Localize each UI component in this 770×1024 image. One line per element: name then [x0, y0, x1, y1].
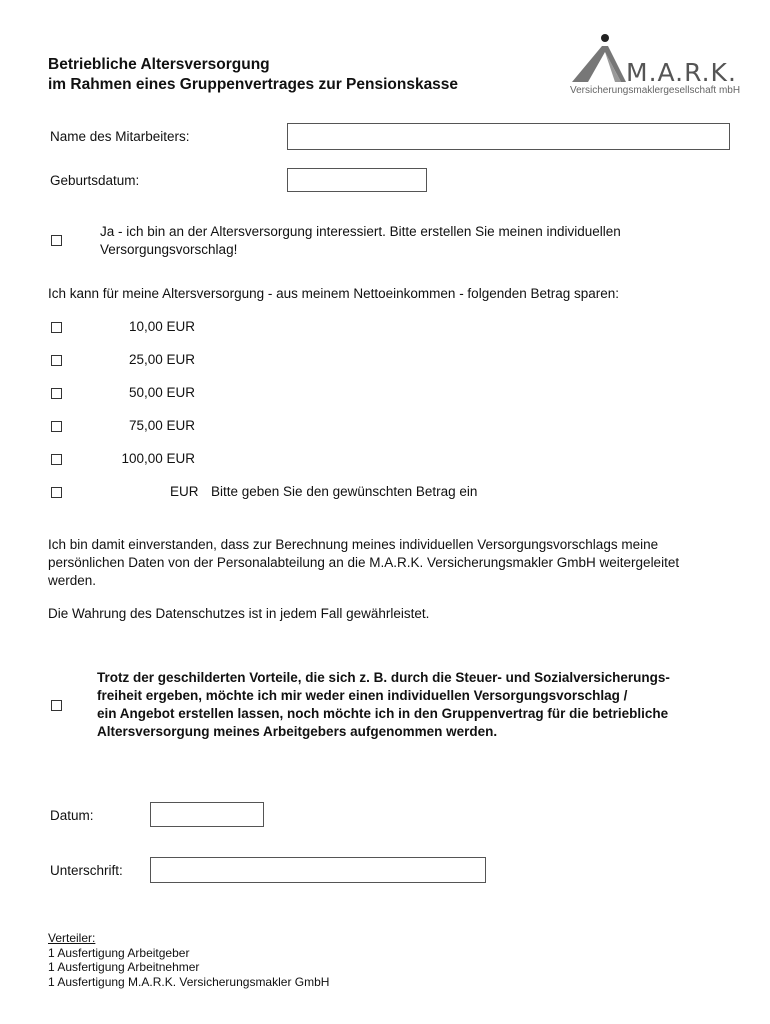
consent-line-1: Ich bin damit einverstanden, dass zur Berechnung meines individuellen Versorgungsvorschlags meine: [48, 537, 659, 552]
decline-line-1: Trotz der geschilderten Vorteile, die sich z. B. durch die Steuer- und Sozialversicherungs-: [97, 670, 670, 685]
employee-name-input[interactable]: [287, 123, 730, 150]
title-line-1: Betriebliche Altersversorgung: [48, 56, 270, 73]
amount-checkbox-10[interactable]: [51, 322, 62, 333]
distribution-item: 1 Ausfertigung Arbeitnehmer: [48, 960, 200, 974]
amount-label-50: 50,00 EUR: [128, 385, 195, 400]
amount-checkbox-75[interactable]: [51, 421, 62, 432]
custom-amount-hint: Bitte geben Sie den gewünschten Betrag ein: [211, 484, 478, 499]
consent-line-2: persönlichen Daten von der Personalabteilung an die M.A.R.K. Versicherungsmakler GmbH weitergeleitet: [48, 555, 680, 570]
decline-line-2: freiheit ergeben, möchte ich mir weder einen individuellen Versorgungsvorschlag /: [97, 688, 628, 703]
distribution-item: 1 Ausfertigung M.A.R.K. Versicherungsmakler GmbH: [48, 974, 330, 989]
distribution-item: 1 Ausfertigung Arbeitgeber: [48, 945, 190, 960]
amount-label-25: 25,00 EUR: [128, 352, 195, 367]
birthdate-label: Geburtsdatum:: [50, 173, 140, 188]
amount-label-75: 75,00 EUR: [128, 418, 195, 433]
interest-line-1: Ja - ich bin an der Altersversorgung interessiert. Bitte erstellen Sie meinen individuellen: [100, 224, 621, 239]
distribution-heading: Verteiler:: [48, 931, 96, 945]
amount-checkbox-custom[interactable]: [51, 487, 62, 498]
privacy-text: Die Wahrung des Datenschutzes ist in jedem Fall gewährleistet.: [48, 606, 430, 621]
interest-text: [100, 223, 621, 259]
savings-intro: Ich kann für meine Altersversorgung - aus meinem Nettoeinkommen - folgenden Betrag sparen:: [48, 286, 620, 301]
amount-label-10: 10,00 EUR: [128, 319, 195, 334]
decline-text: [97, 669, 670, 741]
interest-line-2: Versorgungsvorschlag!: [100, 242, 238, 257]
signature-input[interactable]: [150, 857, 486, 883]
amount-label-100: 100,00 EUR: [121, 451, 195, 466]
distribution-list: [48, 931, 329, 989]
title-line-2: im Rahmen eines Gruppenvertrages zur Pensionskasse: [48, 76, 459, 93]
logo-subtitle: Versicherungsmaklergesellschaft mbH: [570, 85, 741, 96]
interest-checkbox[interactable]: [51, 235, 62, 246]
name-label: Name des Mitarbeiters:: [50, 129, 190, 144]
amount-checkbox-50[interactable]: [51, 388, 62, 399]
amount-checkbox-25[interactable]: [51, 355, 62, 366]
company-logo: [568, 30, 741, 100]
decline-line-3: ein Angebot erstellen lassen, noch möchte ich in den Gruppenvertrag für die betriebliche: [97, 706, 669, 721]
amount-checkbox-100[interactable]: [51, 454, 62, 465]
consent-line-3: werden.: [48, 573, 97, 588]
page-title: [48, 55, 458, 95]
date-input[interactable]: [150, 802, 264, 827]
signature-label: Unterschrift:: [50, 863, 123, 878]
custom-amount-unit: EUR: [170, 484, 199, 499]
decline-line-4: Altersversorgung meines Arbeitgebers aufgenommen werden.: [97, 724, 498, 739]
decline-checkbox[interactable]: [51, 700, 62, 711]
consent-text: [48, 536, 728, 590]
logo-text: M.A.R.K.: [626, 58, 737, 87]
date-label: Datum:: [50, 808, 94, 823]
birthdate-input[interactable]: [287, 168, 427, 192]
